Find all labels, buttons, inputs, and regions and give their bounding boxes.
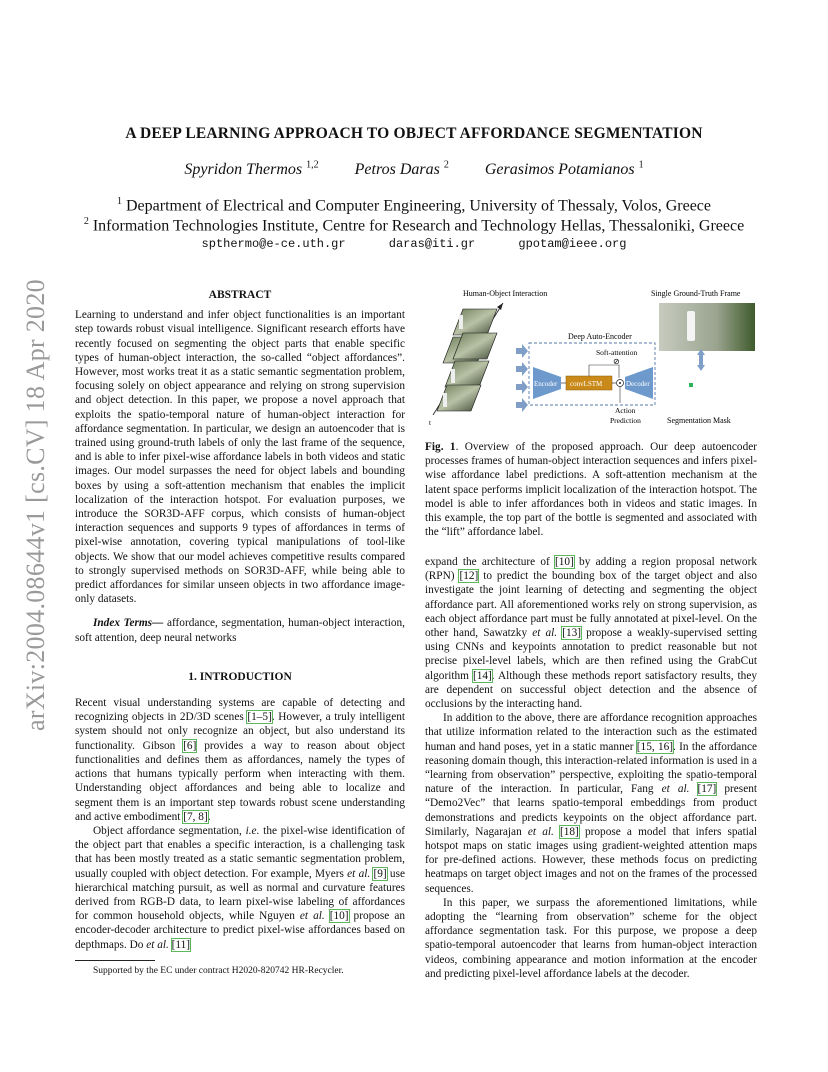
action-label-1: Action [615, 406, 636, 415]
seg-mask-label: Segmentation Mask [667, 416, 731, 425]
arrow-right-icon [516, 398, 528, 412]
dae-label: Deep Auto-Encoder [568, 332, 632, 341]
figure-1-caption: Fig. 1. Overview of the proposed approach. Our deep autoencoder processes frames of human-object interaction sequences and infers pixel-wise affordance label predictions. A soft-attention mechanism at the latent space performs implicit localization of the interaction hotspot. The model is able to infer affordances both in videos and static images. In this example, the top part of the bottle is segmented and associated with the “lift” affordance label. [425, 441, 757, 539]
decoder-label: Decoder [626, 380, 650, 388]
citation-link[interactable]: [17] [697, 783, 717, 796]
double-arrow-icon [697, 349, 705, 371]
oslash-symbol: ⊘ [613, 357, 620, 366]
bottle-icon [451, 369, 455, 383]
abstract-heading: ABSTRACT [208, 289, 272, 301]
citation-link[interactable]: [11] [171, 938, 191, 951]
right-column [425, 555, 757, 981]
email[interactable]: spthermo@e-ce.uth.gr [201, 237, 346, 251]
hoi-label: Human-Object Interaction [463, 289, 548, 298]
paper-title: A DEEP LEARNING APPROACH TO OBJECT AFFORDANCE SEGMENTATION [125, 125, 703, 142]
arrow-right-icon [516, 380, 528, 394]
right-paragraph-2: In addition to the above, there are affordance recognition approaches that utilize information related to the interaction such as the estimated human and hand poses, yet in a static manner [15, 16]. In the affordance reasoning domain though, this interaction-related information is used in a “learning from observation” perspective, exploiting the spatio-temporal nature of the interaction. In particular, Fang et al. [17] present “Demo2Vec” that learns spatio-temporal embeddings from product demonstrations and predicts keypoints on the object affordance part. Similarly, Nagarajan et al. [18] propose a model that infers spatial hotspot maps on static images using gradient-weighted attention maps for pre-defined actions. However, these methods focus on predicting heatmaps on target object images and not on the frames of the processed sequences. [425, 712, 758, 895]
intro-paragraph-2: Object affordance segmentation, i.e. the pixel-wise identification of the object part that enables a specific interaction, is a challenging task that has been mostly treated as a static semantic segmentation problem, usually coupled with object detection. For example, Myers et al. [9] use hierarchical matching pursuit, as well as normal and curvature features derived from RGB-D data, to learn pixel-wise labeling of affordances for common household objects, while Nguyen et al. [10] propose an encoder-decoder architecture to predict pixel-wise affordances based on depthmaps. Do et al. [11] [75, 824, 406, 951]
single-gt-label: Single Ground-Truth Frame [651, 289, 741, 298]
citation-link[interactable]: [10] [555, 556, 574, 568]
encoder-label: Encoder [534, 380, 558, 388]
citation-link[interactable]: [12] [459, 570, 479, 583]
author: Gerasimos Potamianos $^1$ [484, 160, 644, 179]
bottle-icon [687, 311, 695, 341]
affiliation-1: $^1$ Department of Electrical and Computer Engineering, University of Thessaly, Volos, Greece [116, 196, 711, 215]
convlstm-label: convLSTM [570, 380, 603, 388]
segmentation-mask [689, 383, 693, 387]
arxiv-id-text: arXiv:2004.08644v1 [cs.CV] 18 Apr 2020 [21, 279, 50, 731]
citation-link[interactable]: [6] [183, 739, 197, 752]
citation-link[interactable]: [18] [560, 825, 579, 838]
citation-link[interactable]: [14] [472, 669, 492, 682]
abstract-text: Learning to understand and infer object functionalities is an important step towards robust visual intelligence. Significant research efforts have recently focused on segmenting the object parts that enable specific types of human-object interaction, the so-called “object affordances”. However, most works treat it as a static semantic segmentation problem, focusing solely on object appearance and relying on strong supervision and object detection. In this paper, we propose a novel approach that exploits the spatio-temporal nature of human-object interaction for affordance segmentation. In particular, we design an autoencoder that is trained using ground-truth labels of only the last frame of the sequence, and is able to infer pixel-wise affordance labels in both videos and static images. Our model surpasses the need for object labels and bounding boxes by using a soft-attention mechanism that enables the implicit localization of the interaction hotspot. For evaluation purposes, we introduce the SOR3D-AFF corpus, which consists of human-object interaction sequences and supports 9 types of affordances in terms of pixel-wise annotation, covering typical manipulations of tool-like objects. We show that our model achieves competitive results compared to strongly supervised methods on SOR3D-AFF, while being able to predict affordances for similar unseen objects in two affordance image-only datasets. [75, 309, 405, 606]
email[interactable]: daras@iti.gr [388, 237, 476, 251]
arrow-right-icon [516, 344, 528, 358]
arrow-right-icon [516, 362, 528, 376]
arxiv-stamp [14, 279, 58, 731]
index-terms: Index Terms— affordance, segmentation, human-object interaction, soft attention, deep neural networks [75, 617, 405, 644]
author: Petros Daras $^2$ [354, 160, 449, 179]
footnote: Supported by the EC under contract H2020-820742 HR-Recycler. [93, 966, 344, 976]
soft-attention-label: Soft-attention [596, 348, 638, 357]
citation-link[interactable]: [13] [562, 627, 582, 640]
time-label: t [429, 419, 431, 427]
input-arrows [516, 344, 528, 412]
citation-link[interactable]: [7, 8] [183, 810, 208, 823]
affiliation-2: $^2$ Information Technologies Institute, Centre for Research and Technology Hellas, Thessaloniki, Greece [83, 216, 745, 235]
author-list [0, 160, 828, 179]
ground-truth-image [659, 303, 755, 351]
email-list [0, 237, 828, 251]
author: Spyridon Thermos $^{1,2}$ [184, 160, 319, 179]
left-column [75, 288, 405, 952]
action-label-2: Prediction [610, 416, 641, 425]
intro-paragraph-1: Recent visual understanding systems are capable of detecting and recognizing objects in 2D/3D scenes [1–5]. However, a truly intelligent system should not only recognize an object, but also understand its functionality. Gibson [6] provides a way to reason about object functionalities and defines them as affordances, namely the types of actions that humans typically perform when interacting with them. Understanding object affordances and being able to localize and segment them is an important step towards robust scene understanding and active embodiment [7, 8]. [75, 697, 405, 823]
intro-heading: 1. INTRODUCTION [188, 670, 292, 683]
time-arrow-icon [497, 303, 503, 310]
email[interactable]: gpotam@ieee.org [518, 237, 627, 251]
citation-link[interactable]: [15, 16] [636, 740, 674, 753]
frame-stack [437, 309, 497, 411]
elementwise-product-dot [619, 382, 621, 384]
right-paragraph-1: expand the architecture of [10] by adding a region proposal network (RPN) [12] to predict the bounding box of the target object and also investigate the joint learning of detecting and segmenting the object affordance part. All aforementioned works rely on strong supervision, as each object affordance part must be fully annotated at pixel-level. On the other hand, Sawatzky et al. [13] propose a weakly-supervised setting using CNNs and keypoints annotation to predict reasonable but not precise pixel-level labels, which are then refined using the GrabCut algorithm [14]. Although these methods report satisfactory results, they are dependent on successful object detection and the absence of occlusions by the interacting hand. [425, 556, 758, 711]
figure-1-diagram [425, 285, 760, 435]
citation-link[interactable]: [1–5] [247, 711, 272, 724]
footnote-rule [75, 960, 155, 961]
bottle-icon [459, 315, 463, 329]
right-paragraph-3: In this paper, we surpass the aforementioned limitations, while adopting the “learning from observation” scheme for the object affordance segmentation task. For this purpose, we propose a deep spatio-temporal autoencoder that learns from human-object interaction videos, combining appearance and motion information at the encoder and predicting pixel-level affordance labels at the decoder. [425, 896, 757, 980]
citation-link[interactable]: [10] [329, 910, 349, 923]
bottle-icon [443, 393, 447, 407]
citation-link[interactable]: [9] [373, 867, 387, 880]
